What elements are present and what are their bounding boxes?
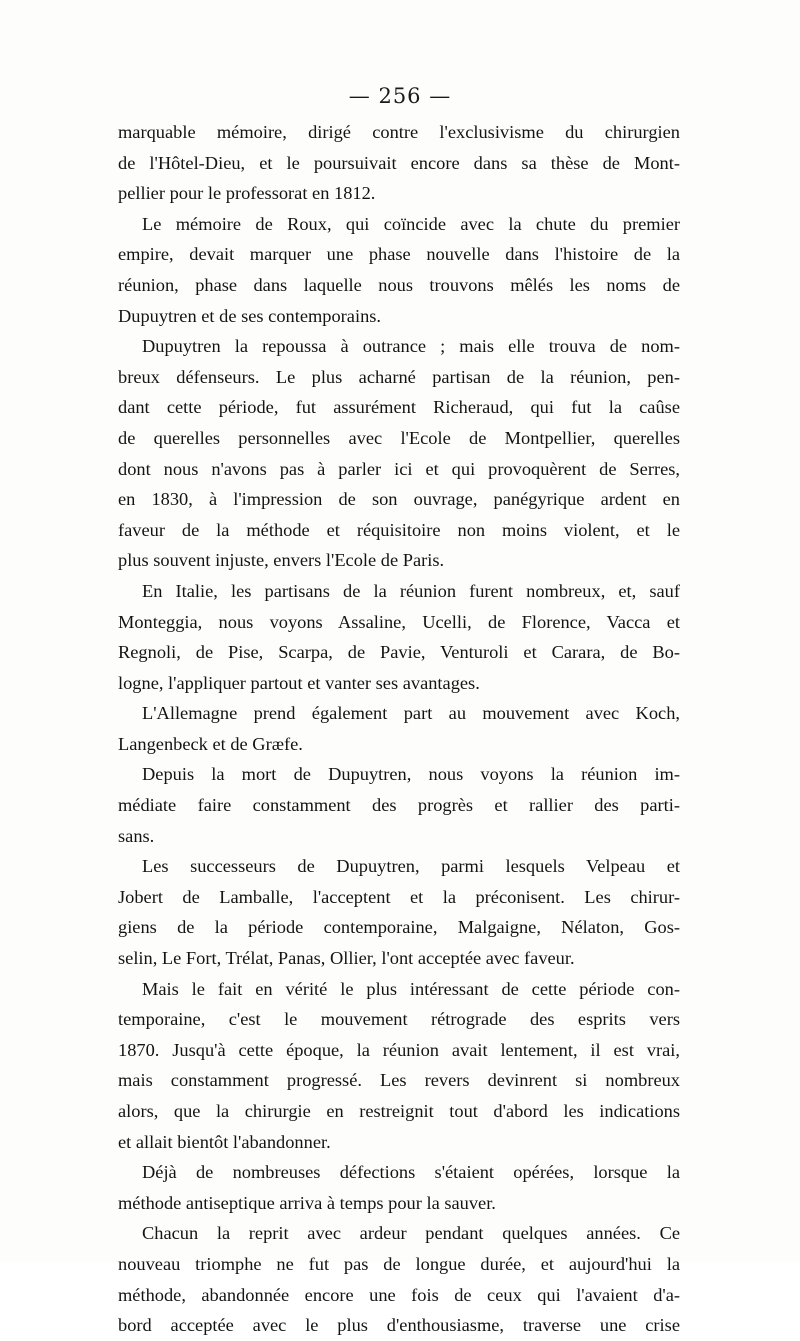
text-line: Regnoli, de Pise, Scarpa, de Pavie, Venturoli et Carara, de Bo- xyxy=(118,642,680,663)
text-line: Dupuytren et de ses contemporains. xyxy=(118,305,382,326)
text-line: médiate faire constamment des progrès et rallier des parti- xyxy=(118,795,680,816)
text-line: Déjà de nombreuses défections s'étaient opérées, lorsque la xyxy=(142,1162,680,1183)
text-line: en 1830, à l'impression de son ouvrage, panégyrique ardent en xyxy=(118,489,680,510)
text-line: En Italie, les partisans de la réunion furent nombreux, et, sauf xyxy=(142,580,680,601)
text-line: plus souvent injuste, envers l'Ecole de Paris. xyxy=(118,550,445,571)
text-line: Jobert de Lamballe, l'acceptent et la préconisent. Les chirur- xyxy=(118,886,680,907)
text-line: logne, l'appliquer partout et vanter ses avantages. xyxy=(118,672,480,693)
page-number: — 256 — xyxy=(348,84,452,108)
text-line: L'Allemagne prend également part au mouvement avec Koch, xyxy=(142,703,680,724)
text-line: réunion, phase dans laquelle nous trouvons mêlés les noms de xyxy=(118,274,680,295)
text-line: marquable mémoire, dirigé contre l'exclusivisme du chirurgien xyxy=(118,122,680,142)
text-line: de l'Hôtel-Dieu, et le poursuivait encore dans sa thèse de Mont- xyxy=(118,152,680,173)
text-line: bord acceptée avec le plus d'enthousiasme, traverse une crise xyxy=(118,1315,680,1336)
text-line: 1870. Jusqu'à cette époque, la réunion avait lentement, il est vrai, xyxy=(118,1039,680,1060)
body-text xyxy=(118,117,680,1341)
text-line: sans. xyxy=(118,825,155,846)
text-line: selin, Le Fort, Trélat, Panas, Ollier, l'ont acceptée avec faveur. xyxy=(118,948,575,969)
text-line: méthode, abandonnée encore une fois de ceux qui l'avaient d'a- xyxy=(118,1284,680,1305)
text-line: alors, que la chirurgie en restreignit tout d'abord les indications xyxy=(118,1101,680,1121)
text-line: breux défenseurs. Le plus acharné partisan de la réunion, pen- xyxy=(118,366,680,387)
text-line: Monteggia, nous voyons Assaline, Ucelli, de Florence, Vacca et xyxy=(118,611,680,632)
text-line: giens de la période contemporaine, Malgaigne, Nélaton, Gos- xyxy=(118,917,680,938)
text-line: de querelles personnelles avec l'Ecole de Montpellier, querelles xyxy=(118,427,680,448)
text-line: Langenbeck et de Græfe. xyxy=(118,733,303,754)
text-line: nouveau triomphe ne fut pas de longue durée, et aujourd'hui la xyxy=(118,1253,680,1274)
text-line: pellier pour le professorat en 1812. xyxy=(118,183,376,204)
text-line: Mais le fait en vérité le plus intéressant de cette période con- xyxy=(142,978,680,999)
text-line: Les successeurs de Dupuytren, parmi lesquels Velpeau et xyxy=(142,856,680,877)
text-line: Dupuytren la repoussa à outrance ; mais elle trouva de nom- xyxy=(142,336,680,357)
text-line: faveur de la méthode et réquisitoire non moins violent, et le xyxy=(118,519,680,540)
text-line: temporaine, c'est le mouvement rétrograde des esprits vers xyxy=(118,1009,680,1030)
text-line: mais constamment progressé. Les revers devinrent si nombreux xyxy=(118,1070,680,1091)
text-line: méthode antiseptique arriva à temps pour la sauver. xyxy=(118,1192,496,1213)
text-line: dant cette période, fut assurément Richeraud, qui fut la caûse xyxy=(118,397,680,418)
text-line: Depuis la mort de Dupuytren, nous voyons la réunion im- xyxy=(142,764,680,785)
text-line: Le mémoire de Roux, qui coïncide avec la chute du premier xyxy=(142,213,680,234)
text-line: empire, devait marquer une phase nouvelle dans l'histoire de la xyxy=(118,244,680,265)
text-line: Chacun la reprit avec ardeur pendant quelques années. Ce xyxy=(142,1223,680,1244)
text-line: et allait bientôt l'abandonner. xyxy=(118,1131,331,1152)
text-line: dont nous n'avons pas à parler ici et qui provoquèrent de Serres, xyxy=(118,458,680,479)
